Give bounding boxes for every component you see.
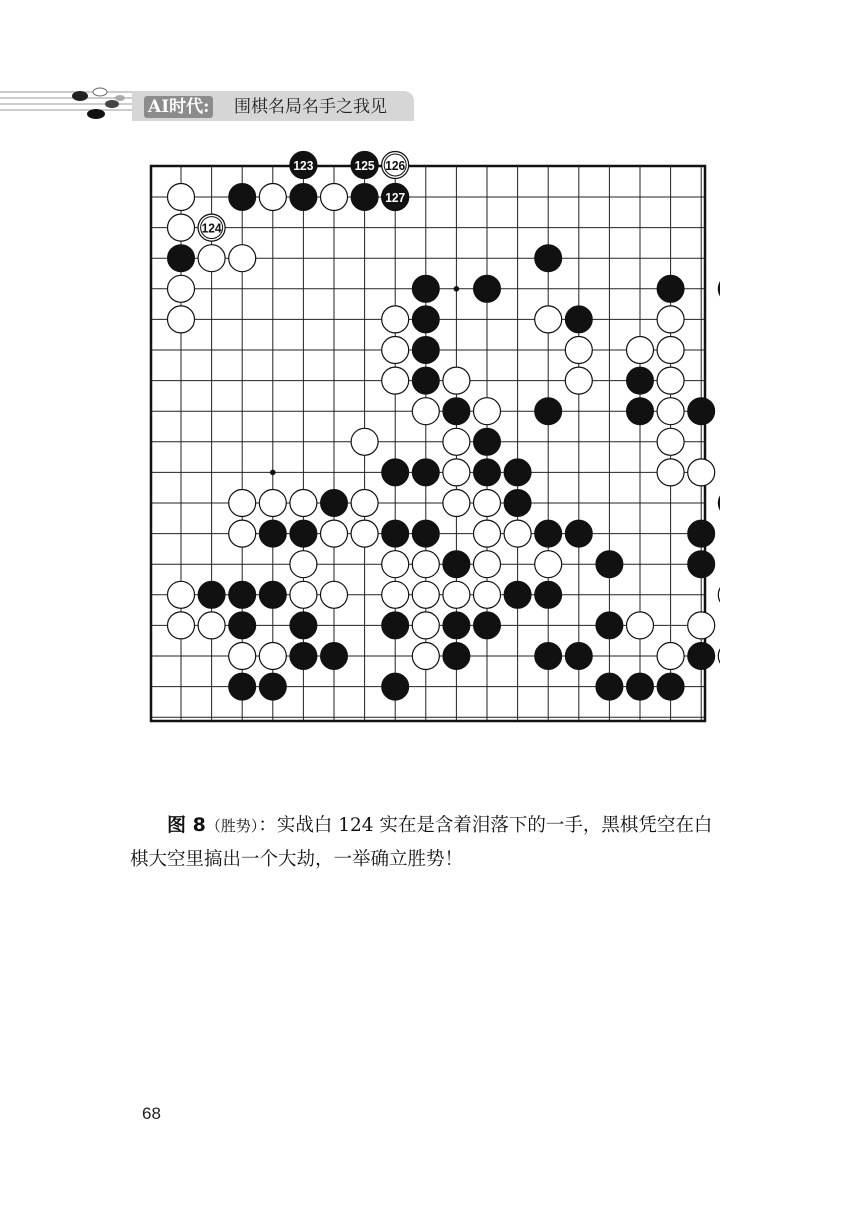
black-stone (412, 306, 439, 333)
black-stone (718, 275, 720, 302)
black-stone (596, 612, 623, 639)
black-stone (259, 581, 286, 608)
white-stone (443, 367, 470, 394)
white-stone (412, 551, 439, 578)
black-stone (290, 520, 317, 547)
black-stone (688, 551, 715, 578)
black-stone (198, 581, 225, 608)
black-stone (443, 551, 470, 578)
black-stone (351, 184, 378, 211)
black-stone (474, 428, 501, 455)
white-stone (351, 428, 378, 455)
black-stone (535, 245, 562, 272)
white-stone (229, 490, 256, 517)
white-stone (351, 520, 378, 547)
white-stone (718, 643, 720, 670)
white-stone (229, 520, 256, 547)
black-stone (290, 184, 317, 211)
white-stone (535, 551, 562, 578)
white-stone (168, 214, 195, 241)
move-number-126: 126 (385, 158, 406, 173)
white-stone (229, 643, 256, 670)
white-stone (657, 306, 684, 333)
white-stone (412, 643, 439, 670)
black-stone (168, 245, 195, 272)
white-stone (412, 398, 439, 425)
white-stone (290, 551, 317, 578)
figure-status: （胜势） (205, 816, 259, 835)
white-stone (168, 306, 195, 333)
white-stone (412, 612, 439, 639)
white-stone (321, 581, 348, 608)
white-stone (382, 306, 409, 333)
black-stone (229, 673, 256, 700)
black-stone (535, 520, 562, 547)
black-stone (321, 490, 348, 517)
black-stone (474, 612, 501, 639)
white-stone (198, 245, 225, 272)
black-stone (382, 520, 409, 547)
white-stone (412, 581, 439, 608)
black-stone (688, 398, 715, 425)
white-stone (657, 337, 684, 364)
move-number-123: 123 (293, 158, 314, 173)
white-stone (321, 520, 348, 547)
white-stone (565, 337, 592, 364)
white-stone (657, 643, 684, 670)
black-stone (627, 398, 654, 425)
black-stone (565, 306, 592, 333)
white-stone (688, 612, 715, 639)
black-stone (290, 643, 317, 670)
black-stone (382, 612, 409, 639)
white-stone (259, 184, 286, 211)
black-stone (535, 643, 562, 670)
black-stone (688, 643, 715, 670)
header-decoration-icon (0, 80, 140, 126)
black-stone (259, 520, 286, 547)
black-stone (412, 275, 439, 302)
white-stone (474, 581, 501, 608)
white-stone (443, 428, 470, 455)
black-stone (565, 520, 592, 547)
black-stone (382, 459, 409, 486)
white-stone (168, 612, 195, 639)
header-title: 围棋名局名手之我见 (234, 97, 387, 117)
white-stone (382, 581, 409, 608)
black-stone (412, 520, 439, 547)
white-stone (688, 459, 715, 486)
black-stone (443, 643, 470, 670)
black-stone (688, 520, 715, 547)
black-stone (657, 673, 684, 700)
white-stone (382, 337, 409, 364)
white-stone (627, 612, 654, 639)
black-stone (504, 490, 531, 517)
white-stone (657, 459, 684, 486)
page-number: 68 (142, 1104, 161, 1123)
white-stone (168, 184, 195, 211)
white-stone (168, 275, 195, 302)
black-stone (412, 459, 439, 486)
black-stone (504, 581, 531, 608)
white-stone (474, 490, 501, 517)
white-stone (504, 520, 531, 547)
black-stone (596, 551, 623, 578)
white-stone (382, 367, 409, 394)
white-stone (474, 398, 501, 425)
white-stone (198, 612, 225, 639)
white-stone (290, 581, 317, 608)
white-stone (657, 367, 684, 394)
black-stone (504, 459, 531, 486)
white-stone (290, 490, 317, 517)
white-stone (657, 398, 684, 425)
white-stone (259, 643, 286, 670)
black-stone (259, 673, 286, 700)
black-stone (229, 184, 256, 211)
white-stone (627, 337, 654, 364)
white-stone (474, 551, 501, 578)
black-stone (443, 612, 470, 639)
white-stone (382, 551, 409, 578)
white-stone (443, 490, 470, 517)
black-stone (382, 673, 409, 700)
black-stone (627, 367, 654, 394)
black-stone (443, 398, 470, 425)
white-stone (657, 428, 684, 455)
black-stone (290, 612, 317, 639)
black-stone (412, 337, 439, 364)
go-board-diagram (140, 150, 720, 740)
black-stone (565, 643, 592, 670)
move-number-127: 127 (385, 190, 406, 205)
black-stone (535, 398, 562, 425)
figure-label: 图 8 (167, 813, 206, 836)
figure-caption (130, 809, 730, 876)
white-stone (168, 581, 195, 608)
running-header (0, 80, 420, 126)
move-number-125: 125 (354, 158, 375, 173)
white-stone (351, 490, 378, 517)
white-stone (443, 459, 470, 486)
header-prefix: AI时代: (144, 96, 213, 118)
white-stone (259, 490, 286, 517)
black-stone (229, 581, 256, 608)
black-stone (535, 581, 562, 608)
white-stone (718, 581, 720, 608)
caption-text: ：实战白 124 实在是含着泪落下的一手，黑棋凭空在白棋大空里搞出一个大劫，一举确立胜势！ (130, 814, 713, 870)
black-stone (718, 490, 720, 517)
white-stone (535, 306, 562, 333)
star-point (270, 470, 276, 476)
black-stone (474, 459, 501, 486)
black-stone (229, 612, 256, 639)
black-stone (321, 643, 348, 670)
star-point (454, 286, 460, 292)
white-stone (443, 581, 470, 608)
black-stone (596, 673, 623, 700)
black-stone (657, 275, 684, 302)
white-stone (474, 520, 501, 547)
black-stone (627, 673, 654, 700)
black-stone (474, 275, 501, 302)
black-stone (412, 367, 439, 394)
white-stone (565, 367, 592, 394)
white-stone (229, 245, 256, 272)
white-stone (321, 184, 348, 211)
move-number-124: 124 (201, 220, 223, 236)
